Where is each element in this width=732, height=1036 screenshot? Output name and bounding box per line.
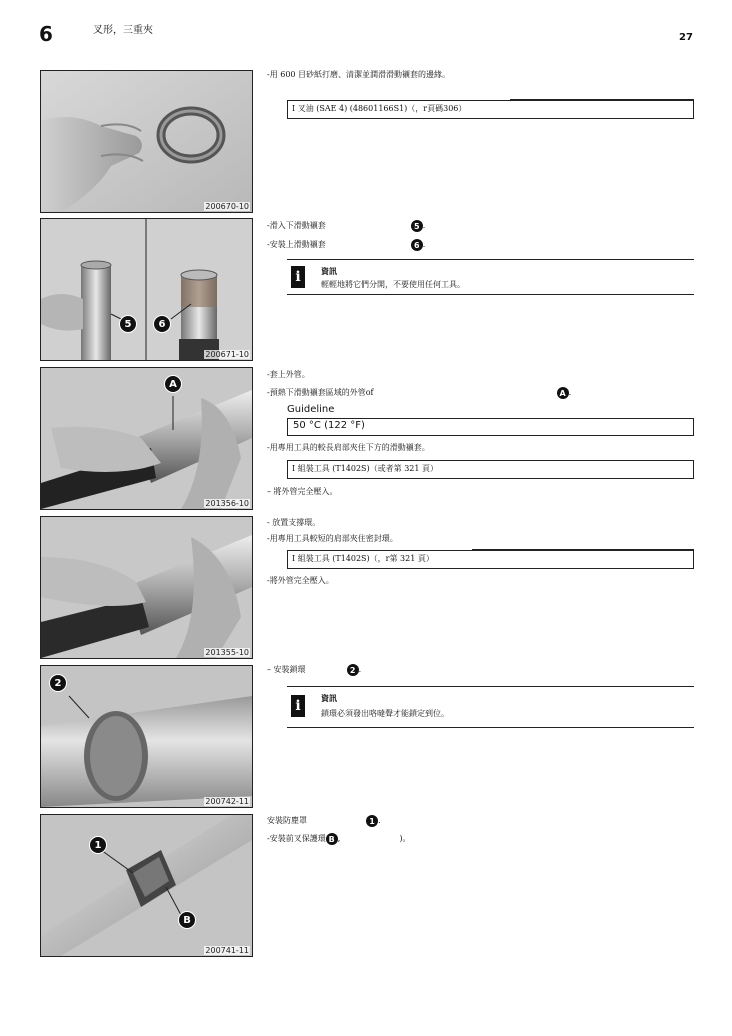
step-text: -用專用工具的較長肩部夾住下方的滑動襯套。: [267, 443, 430, 452]
step-text: – 安裝鎖環 2 .: [267, 665, 362, 675]
step-tail: )。: [399, 834, 411, 843]
chapter-title: 叉形，三重夾: [93, 25, 153, 36]
step-label: 安裝防塵罩: [267, 816, 307, 825]
step-text: -安裝前叉保護環 B , )。: [267, 834, 411, 844]
marker-B-inline: B: [326, 833, 338, 845]
step-text: -滑入下滑動襯套 5 .: [267, 221, 426, 231]
info-block: [287, 259, 694, 295]
spec-box-fork-oil: I 叉油 (SAE 4) (48601166S1)（，r頁碼306）: [287, 100, 694, 119]
figure-caption: 200671-10: [205, 350, 249, 359]
step-label: -安裝前叉保護環: [267, 834, 326, 843]
step-text: – 將外管完全壓入。: [267, 487, 338, 496]
marker-1-inline: 1: [366, 815, 378, 827]
step-text: -預熱下滑動襯套區域的外管of A .: [267, 388, 572, 398]
figure-caption: 201355-10: [205, 648, 249, 657]
figure-caption: 201356-10: [205, 499, 249, 508]
figure-caption: 200741-11: [205, 946, 249, 955]
step-label: -安裝上滑動襯套: [267, 240, 326, 249]
marker-5: 5: [119, 315, 137, 333]
step-text: 安裝防塵罩 1 .: [267, 816, 381, 826]
chapter-number: 6: [39, 22, 53, 46]
marker-5-inline: 5: [411, 220, 423, 232]
guideline-label: Guideline: [287, 404, 335, 415]
step-text: -安裝上滑動襯套 6 .: [267, 240, 426, 250]
figure-seal-ring: [40, 516, 253, 659]
figure-outer-tube-heat: [40, 367, 253, 510]
figure-caption: 200670-10: [205, 202, 249, 211]
info-icon: i: [291, 266, 305, 288]
info-title: 資訊: [321, 266, 337, 276]
marker-6: 6: [153, 315, 171, 333]
step-text: -用專用工具較短的肩部夾住密封環。: [267, 534, 398, 543]
figure-tube-bushings: [40, 218, 253, 361]
info-icon: i: [291, 695, 305, 717]
guideline-value: 50 °C (122 °F): [287, 418, 694, 436]
info-text: 輕輕地將它們分開，不要使用任何工具。: [321, 280, 465, 289]
step-text: -套上外管。: [267, 370, 310, 379]
figure-lock-ring: [40, 665, 253, 808]
info-title: 資訊: [321, 693, 337, 703]
step-text: - 放置支撐環。: [267, 518, 321, 527]
figure-caption: 200742-11: [205, 797, 249, 806]
info-text: 鎖環必須發出咯噠聲才能鎖定到位。: [321, 709, 449, 718]
step-label: – 安裝鎖環: [267, 665, 306, 674]
step-text: -用 600 目砂紙打磨、清潔並潤滑滑動襯套的邊緣。: [267, 70, 451, 79]
figure-sliding-bushing: [40, 70, 253, 213]
marker-6-inline: 6: [411, 239, 423, 251]
marker-B: B: [178, 911, 196, 929]
step-label: -滑入下滑動襯套: [267, 221, 326, 230]
marker-A: A: [164, 375, 182, 393]
step-text: -將外管完全壓入。: [267, 576, 334, 585]
marker-2-inline: 2: [347, 664, 359, 676]
page-number: 27: [679, 32, 693, 43]
marker-2: 2: [49, 674, 67, 692]
info-block: [287, 686, 694, 728]
marker-1: 1: [89, 836, 107, 854]
figure-dust-cover: [40, 814, 253, 957]
spec-box-tool: I 組裝工具 (T1402S)（或者第 321 頁）: [287, 460, 694, 479]
step-label: -預熱下滑動襯套區域的外管of: [267, 388, 374, 397]
spec-box-tool: I 組裝工具 (T1402S)（，r第 321 頁）: [287, 550, 694, 569]
marker-A-inline: A: [557, 387, 569, 399]
